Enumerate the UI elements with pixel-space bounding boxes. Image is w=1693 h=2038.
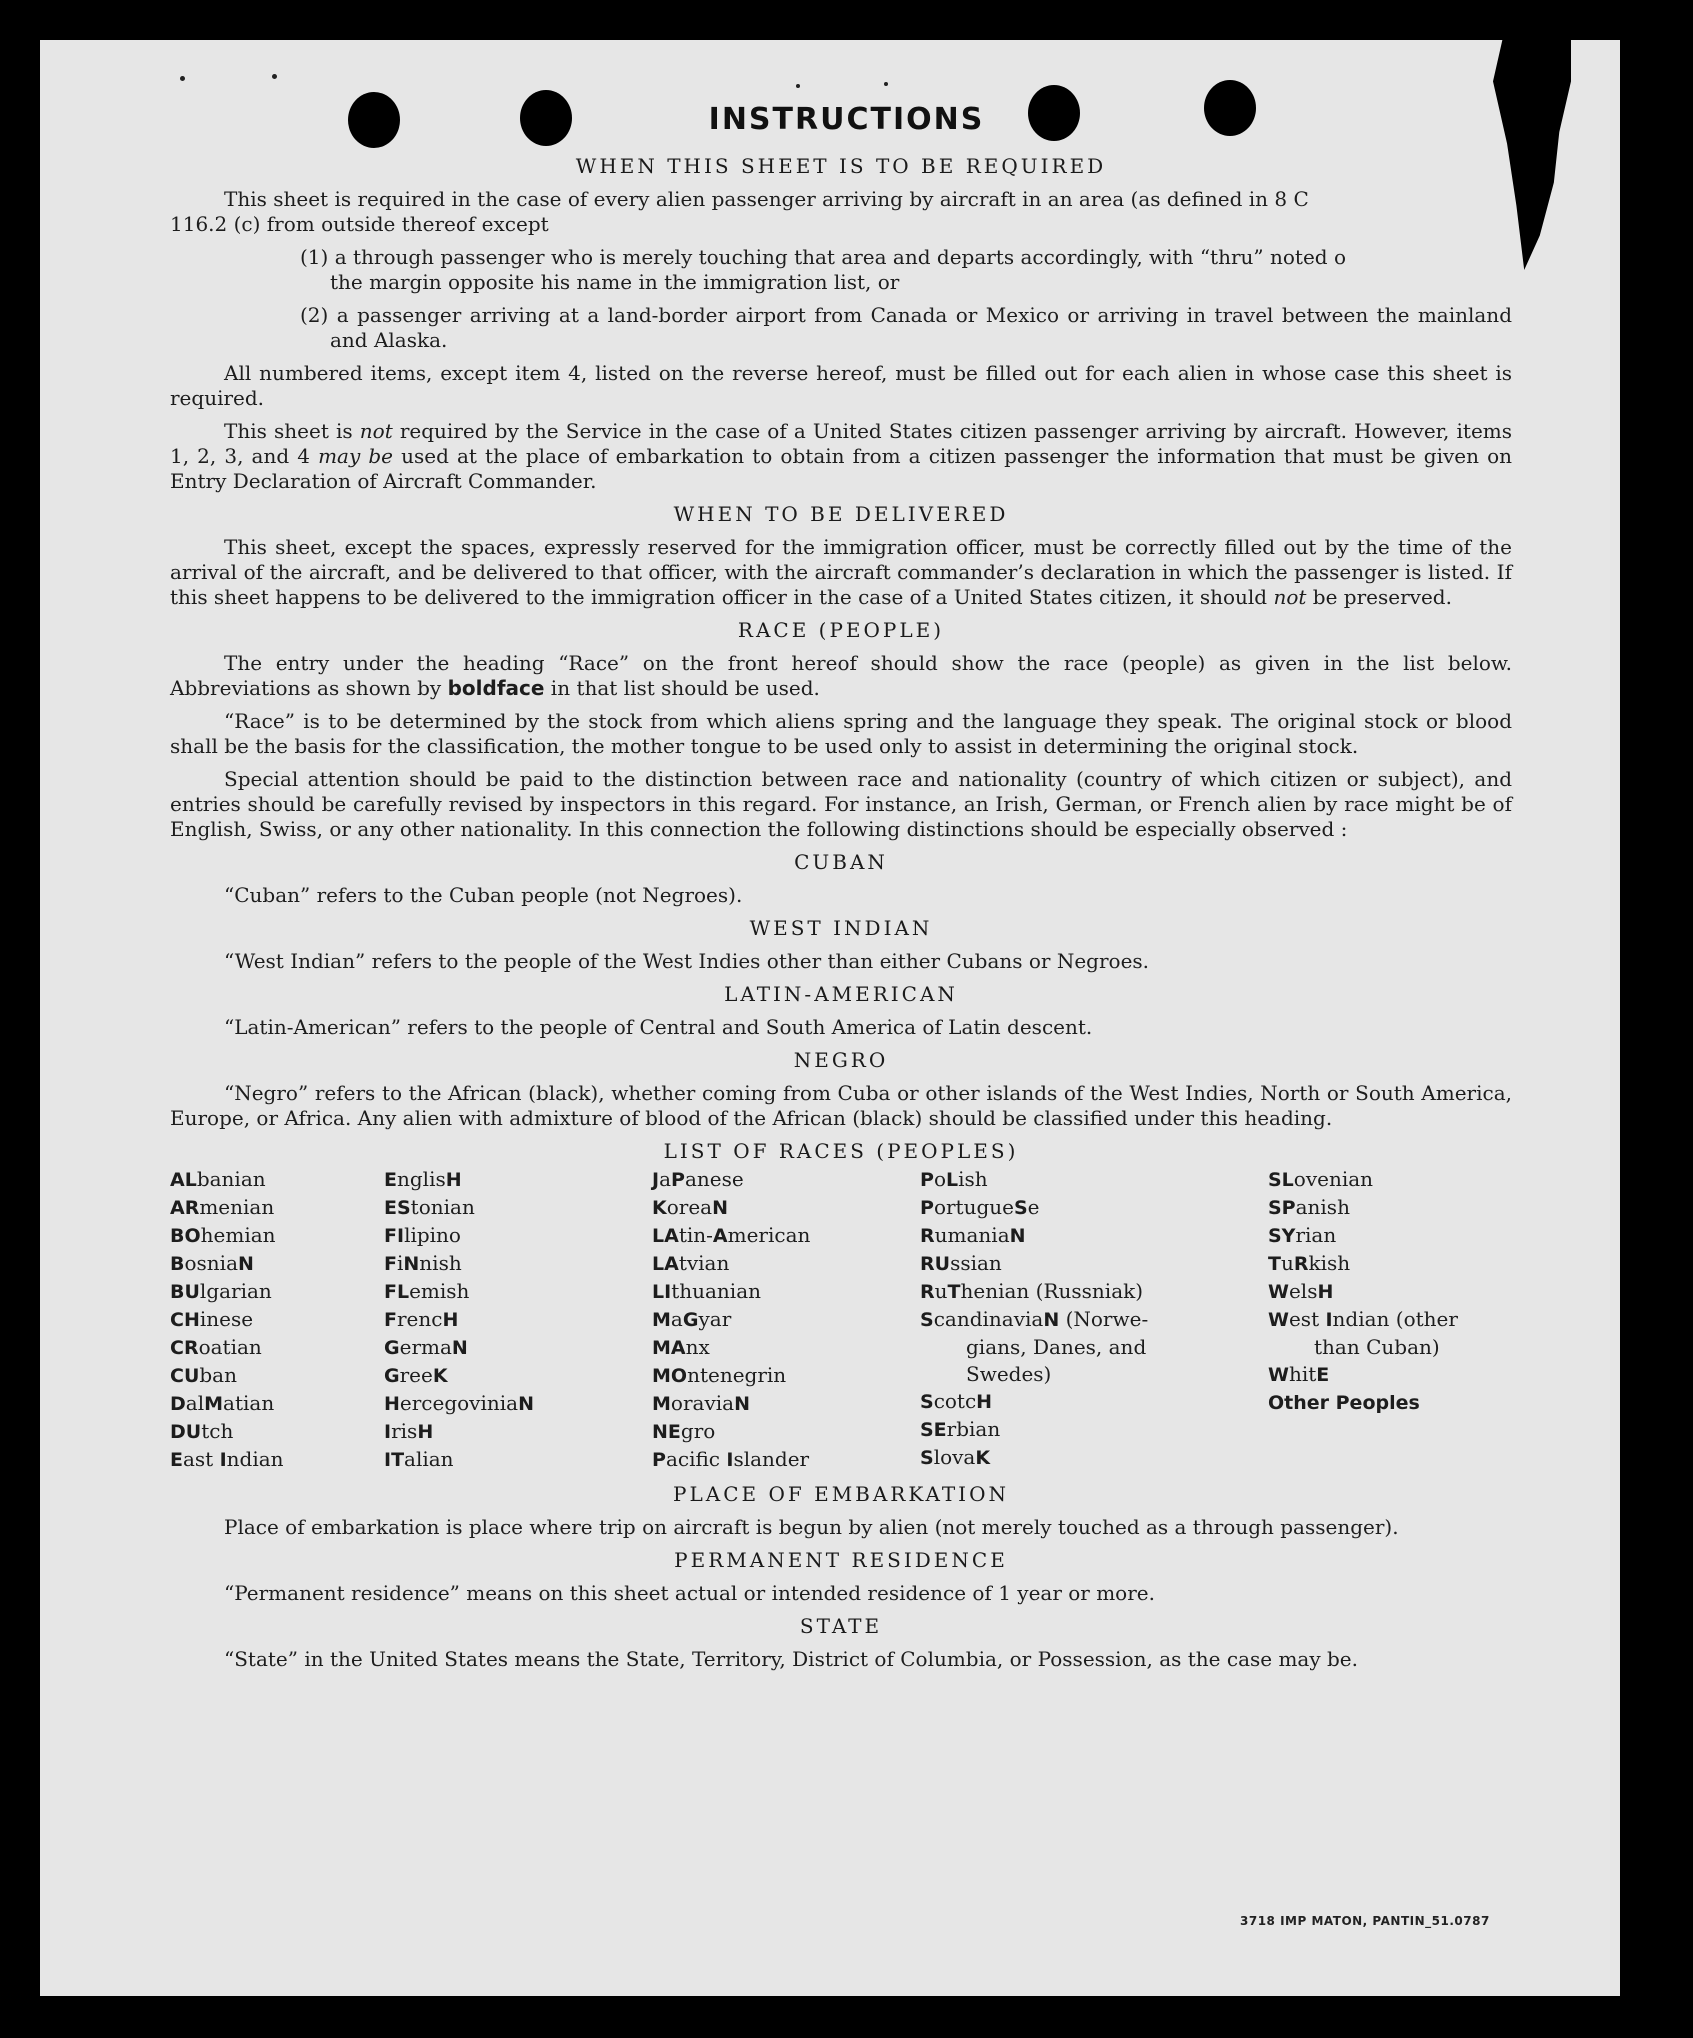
- delivered-paragraph: [170, 535, 1512, 610]
- race-entry: [384, 1390, 652, 1418]
- print-code: 3718 IMP MATON, PANTIN_51.0787: [1240, 1914, 1490, 1928]
- race-text: ortugue: [933, 1195, 1014, 1219]
- section-heading-residence: PERMANENT RESIDENCE: [674, 1548, 1008, 1572]
- race-abbrev: H: [384, 1393, 400, 1415]
- race-abbrev: L: [945, 1169, 959, 1191]
- speck: [884, 82, 888, 86]
- race-entry: [920, 1388, 1268, 1416]
- race-entry: [170, 1278, 384, 1306]
- race-entry: [384, 1418, 652, 1446]
- embarkation-text: Place of embarkation is place where trip on aircraft is begun by alien (not merely touched as a through passenger).: [224, 1515, 1399, 1539]
- race-entry: [1268, 1194, 1512, 1222]
- race-paragraph-2: “Race” is to be determined by the stock from which aliens spring and the language they speak. The original stock or blood shall be the basis for the classification, the mother tongue to be used only to assist in determining the original stock.: [170, 709, 1512, 758]
- state-text: “State” in the United States means the State, Territory, District of Columbia, or Possession, as the case may be.: [224, 1647, 1358, 1671]
- race-abbrev: M: [652, 1393, 671, 1415]
- required-item-1-cont-text: the margin opposite his name in the immigration list, or: [330, 270, 900, 294]
- race-abbrev: Other Peoples: [1268, 1392, 1420, 1414]
- latin-american-text: “Latin-American” refers to the people of Central and South America of Latin descent.: [224, 1015, 1093, 1039]
- race-column-2: [384, 1166, 652, 1474]
- required-intro-line1: This sheet is required in the case of every alien passenger arriving by aircraft in an area (as defined in 8 C: [224, 187, 1309, 211]
- race-list: [170, 1166, 1512, 1474]
- race-text: than Cuban): [1314, 1335, 1440, 1359]
- race-abbrev: LA: [652, 1253, 679, 1275]
- race-text: o: [933, 1167, 946, 1191]
- race-entry: [384, 1194, 652, 1222]
- page-title: INSTRUCTIONS: [708, 102, 985, 137]
- race-entry: [384, 1446, 652, 1474]
- speck: [796, 84, 800, 88]
- race-entry: [920, 1334, 1268, 1361]
- race-text: est: [1288, 1307, 1326, 1331]
- delivered-part-a: This sheet, except the spaces, expressly reserved for the immigration officer, must be correctly filled out by the time of the arrival of the aircraft, and be delivered to that officer, with the aircraft commander’s declaration in which the passenger is listed. If this sheet happens to be delivered to the immigration officer in the case of a United States citizen, it should: [170, 535, 1512, 609]
- required-intro-line2: 116.2 (c) from outside thereof except: [170, 212, 549, 236]
- race-text: henian (Russniak): [960, 1279, 1144, 1303]
- race-abbrev: S: [920, 1447, 934, 1469]
- race-entry: [652, 1250, 920, 1278]
- race-abbrev: BO: [170, 1225, 201, 1247]
- race-abbrev: P: [652, 1449, 666, 1471]
- race-abbrev: LA: [652, 1225, 679, 1247]
- race-entry: [384, 1166, 652, 1194]
- race-entry: [652, 1166, 920, 1194]
- section-heading-latin-american: LATIN-AMERICAN: [724, 982, 958, 1006]
- race-abbrev: B: [170, 1253, 185, 1275]
- race-paragraph-3: Special attention should be paid to the distinction between race and nationality (country of which citizen or subject), and entries should be carefully revised by inspectors in this regard. For instance, an Irish, German, or French alien by race might be of English, Swiss, or any other nationality. In this connection the following distinctions should be especially observed :: [170, 767, 1512, 841]
- race-text: oatian: [198, 1335, 262, 1359]
- race-entry: [170, 1306, 384, 1334]
- race-entry: [170, 1194, 384, 1222]
- race-text: e: [1027, 1195, 1040, 1219]
- race-abbrev: ES: [384, 1197, 411, 1219]
- race-abbrev: I: [219, 1449, 227, 1471]
- cuban-text: “Cuban” refers to the Cuban people (not Negroes).: [224, 883, 743, 907]
- race-text: a: [659, 1167, 672, 1191]
- race-abbrev: N: [518, 1393, 534, 1415]
- speck: [272, 74, 277, 79]
- race-text: anish: [1295, 1195, 1350, 1219]
- race-text: kish: [1308, 1251, 1351, 1275]
- race-p1-part-b: in that list should be used.: [544, 676, 820, 700]
- race-text: tin-: [678, 1223, 713, 1247]
- race-abbrev: CH: [170, 1309, 200, 1331]
- race-entry: [652, 1362, 920, 1390]
- required-item-1-text: (1) a through passenger who is merely touching that area and departs accordingly, with “thru” noted o: [300, 245, 1346, 269]
- race-abbrev: E: [384, 1169, 397, 1191]
- race-text: ntenegrin: [687, 1363, 787, 1387]
- race-abbrev: G: [384, 1337, 400, 1359]
- race-abbrev: MO: [652, 1365, 688, 1387]
- race-abbrev: E: [170, 1449, 183, 1471]
- race-column-5: [1268, 1166, 1512, 1474]
- race-abbrev: N: [712, 1197, 729, 1219]
- race-abbrev: LI: [652, 1281, 672, 1303]
- race-abbrev: E: [1316, 1364, 1330, 1386]
- race-abbrev: P: [671, 1169, 685, 1191]
- race-text: u: [1280, 1251, 1294, 1275]
- required-item-1: [300, 245, 1512, 270]
- race-abbrev: D: [170, 1393, 186, 1415]
- race-entry: [170, 1362, 384, 1390]
- required-paragraph-3: [170, 419, 1512, 494]
- race-abbrev: S: [1013, 1197, 1028, 1219]
- race-entry: [1268, 1250, 1512, 1278]
- race-abbrev: AL: [170, 1169, 197, 1191]
- race-abbrev: H: [1317, 1281, 1334, 1303]
- race-text: ree: [399, 1363, 433, 1387]
- race-entry: [1268, 1222, 1512, 1250]
- race-text: oravia: [670, 1391, 735, 1415]
- race-abbrev: H: [445, 1169, 462, 1191]
- negro-text: “Negro” refers to the African (black), whether coming from Cuba or other islands of the West Indies, North or South America, Europe, or Africa. Any alien with admixture of blood of the African (black) should be classified under this heading.: [170, 1081, 1512, 1130]
- race-abbrev: N: [451, 1337, 468, 1359]
- race-entry: [920, 1250, 1268, 1278]
- required-intro-cont: [170, 212, 1512, 237]
- section-heading-delivered: WHEN TO BE DELIVERED: [673, 502, 1009, 526]
- race-entry: [920, 1361, 1268, 1388]
- race-column-3: [652, 1166, 920, 1474]
- race-abbrev: A: [712, 1225, 728, 1247]
- race-text: rian: [1295, 1223, 1337, 1247]
- race-entry: [1268, 1166, 1512, 1194]
- race-abbrev: RU: [920, 1253, 951, 1275]
- race-text: els: [1288, 1279, 1318, 1303]
- required-intro: [170, 187, 1512, 212]
- race-text: candinavia: [933, 1307, 1044, 1331]
- race-entry: [384, 1334, 652, 1362]
- race-abbrev: R: [1293, 1253, 1309, 1275]
- race-abbrev: H: [442, 1309, 459, 1331]
- race-abbrev: P: [920, 1197, 934, 1219]
- race-abbrev: F: [384, 1253, 397, 1275]
- race-entry: [170, 1222, 384, 1250]
- race-text: ovenian: [1293, 1167, 1374, 1191]
- race-abbrev: W: [1268, 1364, 1289, 1386]
- delivered-part-b: be preserved.: [1306, 585, 1452, 609]
- race-text: lova: [933, 1445, 976, 1469]
- race-abbrev: BU: [170, 1281, 200, 1303]
- required-item-1-cont: [300, 270, 1512, 295]
- race-text: cotc: [933, 1389, 977, 1413]
- race-abbrev: CR: [170, 1337, 199, 1359]
- race-p1-part-a: The entry under the heading “Race” on the front hereof should show the race (people) as given in the list below. Abbreviations as shown by: [170, 651, 1512, 700]
- p3-part-c: used at the place of embarkation to obtain from a citizen passenger the information that must be given on Entry Declaration of Aircraft Commander.: [170, 444, 1513, 493]
- race-text: rbian: [946, 1417, 1001, 1441]
- race-text: hemian: [200, 1223, 276, 1247]
- race-text: nglis: [396, 1167, 446, 1191]
- race-text: ndian: [226, 1447, 284, 1471]
- race-text: i: [396, 1251, 404, 1275]
- race-text: anese: [684, 1167, 744, 1191]
- race-abbrev: AR: [170, 1197, 200, 1219]
- race-entry: [170, 1250, 384, 1278]
- race-text: ris: [391, 1419, 418, 1443]
- race-p1-boldface: boldface: [447, 676, 545, 700]
- section-heading-required: WHEN THIS SHEET IS TO BE REQUIRED: [575, 154, 1107, 178]
- race-text: nx: [685, 1335, 710, 1359]
- race-entry: [384, 1306, 652, 1334]
- race-text: yar: [698, 1307, 732, 1331]
- race-text: acific: [665, 1447, 727, 1471]
- race-entry: [1268, 1334, 1512, 1361]
- race-abbrev: N: [1043, 1309, 1060, 1331]
- race-abbrev: G: [384, 1365, 400, 1387]
- race-abbrev: P: [920, 1169, 934, 1191]
- speck: [180, 76, 185, 81]
- instructions-body: [170, 154, 1512, 1680]
- race-abbrev: N: [403, 1253, 420, 1275]
- race-entry: [652, 1446, 920, 1474]
- race-abbrev: SE: [920, 1419, 947, 1441]
- race-entry: [170, 1390, 384, 1418]
- race-abbrev: M: [204, 1393, 224, 1415]
- p3-part-a: This sheet is: [224, 419, 360, 443]
- race-entry: [384, 1278, 652, 1306]
- race-text: tch: [201, 1419, 234, 1443]
- race-abbrev: I: [384, 1421, 392, 1443]
- race-entry: [1268, 1306, 1512, 1334]
- race-text: (Norwe-: [1059, 1307, 1149, 1331]
- race-entry: [1268, 1278, 1512, 1306]
- race-text: tvian: [678, 1251, 730, 1275]
- race-abbrev: N: [1009, 1225, 1026, 1247]
- race-text: nish: [419, 1251, 462, 1275]
- race-text: menian: [199, 1195, 275, 1219]
- p3-may-be: may be: [318, 444, 393, 468]
- race-abbrev: FL: [384, 1281, 410, 1303]
- race-abbrev: T: [947, 1281, 961, 1303]
- race-entry: [652, 1278, 920, 1306]
- section-heading-state: STATE: [799, 1614, 883, 1638]
- race-abbrev: N: [734, 1393, 750, 1415]
- race-abbrev: K: [975, 1447, 991, 1469]
- race-abbrev: SY: [1268, 1225, 1296, 1247]
- race-text: lipino: [404, 1223, 461, 1247]
- section-heading-embarkation: PLACE OF EMBARKATION: [673, 1482, 1009, 1506]
- race-text: orea: [666, 1195, 713, 1219]
- race-text: ssian: [950, 1251, 1002, 1275]
- p3-part-b: required by the Service in the case of a United States citizen passenger arriving by aircraft. However, items 1, 2, 3, and 4: [170, 419, 1513, 468]
- race-entry: [652, 1222, 920, 1250]
- race-entry: [170, 1446, 384, 1474]
- race-abbrev: N: [238, 1253, 254, 1275]
- race-abbrev: J: [652, 1169, 660, 1191]
- race-entry: [920, 1194, 1268, 1222]
- race-text: renc: [396, 1307, 443, 1331]
- race-entry: [920, 1222, 1268, 1250]
- race-text: ndian (other: [1332, 1307, 1458, 1331]
- race-entry: [920, 1416, 1268, 1444]
- race-text: umania: [934, 1223, 1010, 1247]
- race-paragraph-1: [170, 651, 1512, 701]
- race-entry: [652, 1418, 920, 1446]
- race-entry: [652, 1390, 920, 1418]
- race-text: osnia: [184, 1251, 238, 1275]
- race-text: gro: [680, 1419, 716, 1443]
- race-entry: [920, 1166, 1268, 1194]
- race-text: thuanian: [671, 1279, 761, 1303]
- required-item-2: (2) a passenger arriving at a land-border airport from Canada or Mexico or arriving in travel between the mainland and Alaska.: [300, 303, 1512, 352]
- race-abbrev: FI: [384, 1225, 405, 1247]
- race-text: merican: [727, 1223, 811, 1247]
- race-abbrev: NE: [652, 1421, 681, 1443]
- race-abbrev: MA: [652, 1337, 686, 1359]
- race-column-1: [170, 1166, 384, 1474]
- race-entry: [384, 1222, 652, 1250]
- race-entry: [384, 1250, 652, 1278]
- race-text: ast: [182, 1447, 220, 1471]
- race-text: ban: [199, 1363, 237, 1387]
- race-text: a: [670, 1307, 683, 1331]
- race-text: hit: [1288, 1362, 1317, 1386]
- race-text: alian: [404, 1447, 454, 1471]
- race-abbrev: I: [726, 1449, 734, 1471]
- race-abbrev: IT: [384, 1449, 405, 1471]
- race-entry: [1268, 1361, 1512, 1389]
- race-abbrev: H: [976, 1391, 993, 1413]
- race-text: atian: [223, 1391, 275, 1415]
- race-entry: [920, 1278, 1268, 1306]
- race-abbrev: G: [682, 1309, 699, 1331]
- race-text: gians, Danes, and: [966, 1335, 1147, 1359]
- race-entry: [170, 1334, 384, 1362]
- race-abbrev: S: [920, 1391, 934, 1413]
- race-text: al: [185, 1391, 205, 1415]
- race-entry: [384, 1362, 652, 1390]
- race-column-4: [920, 1166, 1268, 1474]
- race-text: lgarian: [199, 1279, 272, 1303]
- race-text: tonian: [410, 1195, 475, 1219]
- race-text: ercegovinia: [399, 1391, 519, 1415]
- race-text: emish: [409, 1279, 470, 1303]
- race-abbrev: SL: [1268, 1169, 1294, 1191]
- race-text: erma: [399, 1335, 452, 1359]
- race-abbrev: I: [1325, 1309, 1333, 1331]
- race-entry: [170, 1166, 384, 1194]
- race-entry: [652, 1194, 920, 1222]
- race-entry: [1268, 1389, 1512, 1417]
- race-abbrev: W: [1268, 1309, 1289, 1331]
- race-abbrev: W: [1268, 1281, 1289, 1303]
- race-entry: [920, 1444, 1268, 1472]
- race-entry: [652, 1306, 920, 1334]
- race-abbrev: M: [652, 1309, 671, 1331]
- race-abbrev: H: [417, 1421, 434, 1443]
- race-abbrev: R: [920, 1281, 935, 1303]
- section-heading-list-of-races: LIST OF RACES (PEOPLES): [663, 1139, 1019, 1163]
- race-text: inese: [199, 1307, 254, 1331]
- race-text: Swedes): [966, 1362, 1052, 1386]
- race-abbrev: K: [652, 1197, 667, 1219]
- residence-text: “Permanent residence” means on this sheet actual or intended residence of 1 year or more.: [224, 1581, 1155, 1605]
- race-abbrev: T: [1268, 1253, 1281, 1275]
- race-abbrev: F: [384, 1309, 397, 1331]
- race-text: ish: [958, 1167, 988, 1191]
- race-abbrev: S: [920, 1309, 934, 1331]
- race-entry: [652, 1334, 920, 1362]
- section-heading-west-indian: WEST INDIAN: [749, 916, 933, 940]
- required-paragraph-2: All numbered items, except item 4, listed on the reverse hereof, must be filled out for each alien in whose case this sheet is required.: [170, 361, 1512, 410]
- race-abbrev: R: [920, 1225, 935, 1247]
- race-abbrev: SP: [1268, 1197, 1296, 1219]
- race-entry: [920, 1306, 1268, 1334]
- race-abbrev: K: [432, 1365, 448, 1387]
- race-entry: [170, 1418, 384, 1446]
- section-heading-negro: NEGRO: [793, 1048, 889, 1072]
- section-heading-cuban: CUBAN: [794, 850, 888, 874]
- west-indian-text: “West Indian” refers to the people of the West Indies other than either Cubans or Negroes.: [224, 949, 1150, 973]
- race-text: banian: [196, 1167, 266, 1191]
- race-text: slander: [733, 1447, 810, 1471]
- race-abbrev: DU: [170, 1421, 202, 1443]
- race-abbrev: CU: [170, 1365, 200, 1387]
- delivered-not: not: [1273, 585, 1307, 609]
- p3-not: not: [359, 419, 393, 443]
- section-heading-race: RACE (PEOPLE): [737, 618, 945, 642]
- race-text: u: [934, 1279, 948, 1303]
